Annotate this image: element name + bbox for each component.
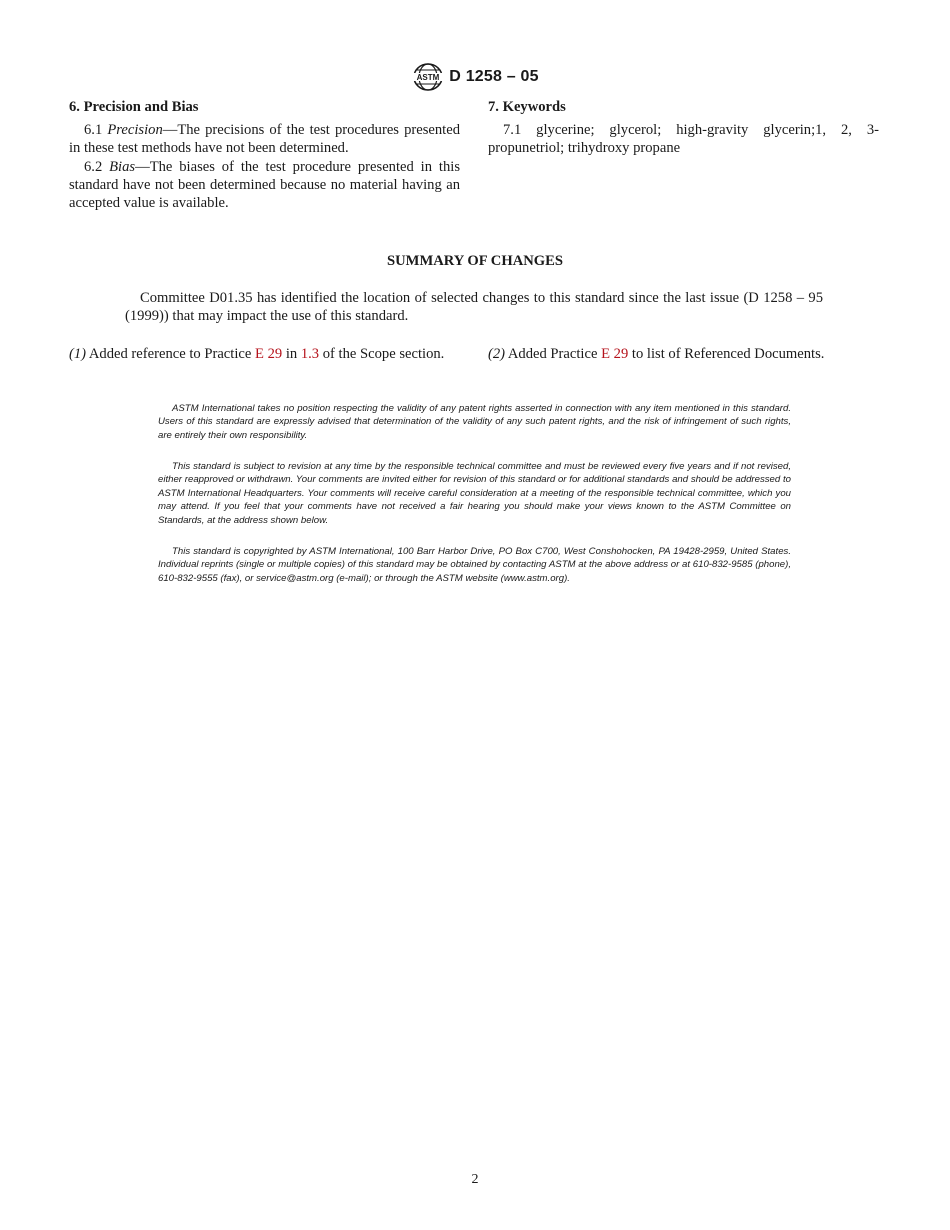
standard-designation: D 1258 – 05 — [449, 68, 539, 85]
paragraph-text: —The biases of the test procedure presented in this standard have not been determined because no material having an accepted value is available. — [69, 158, 460, 212]
change-item-2 — [488, 345, 879, 363]
paragraph-text: glycerine; glycerol; high-gravity glycerin;1, 2, 3-propunetriol; trihydroxy propane — [488, 122, 879, 157]
paragraph-6-1 — [69, 121, 460, 157]
link-practice-e29[interactable]: E 29 — [255, 346, 283, 362]
change-text: Added Practice — [507, 346, 598, 362]
fineprint-revision-notice: This standard is subject to revision at any time by the responsible technical committee and must be reviewed every five years and if not revised, either reapproved or withdrawn. Your comments are invited either for revision of this standard or for additional standards and should be addressed to ASTM International Headquarters. Your comments will receive careful consideration at a meeting of the responsible technical committee, which you may attend. If you feel that your comments have not received a fair hearing you should make your views known to the ASTM Committee on Standards, at the address shown below. — [158, 461, 791, 526]
link-practice-e29[interactable]: E 29 — [601, 346, 629, 362]
svg-text:ASTM: ASTM — [416, 73, 440, 82]
section-keywords — [488, 98, 879, 158]
change-text: of the Scope section. — [322, 346, 445, 362]
paragraph-number: 6.1 — [84, 122, 103, 139]
section-title-precision-bias: 6. Precision and Bias — [69, 99, 199, 115]
change-number: (1) — [69, 346, 87, 362]
section-precision-bias — [69, 98, 460, 212]
change-text: in — [285, 346, 298, 362]
change-item-1 — [69, 345, 460, 363]
paragraph-term: Precision — [107, 122, 163, 139]
change-text: to list of Referenced Documents. — [631, 346, 825, 362]
link-section-1-3[interactable]: 1.3 — [300, 346, 320, 362]
fineprint-copyright-notice: This standard is copyrighted by ASTM International, 100 Barr Harbor Drive, PO Box C700, West Conshohocken, PA 19428-2959, United States. Individual reprints (single or multiple copies) of this standard may be obtained by contacting ASTM at the above address or at 610-832-9585 (phone), 610-832-9555 (fax), or service@astm.org (e-mail); or through the ASTM website (www.astm.org). — [158, 546, 791, 584]
paragraph-6-2 — [69, 158, 460, 213]
fineprint-patent-notice: ASTM International takes no position respecting the validity of any patent rights asserted in connection with any item mentioned in this standard. Users of this standard are expressly advised that determination of the validity of any such patent rights, and the risk of infringement of such rights, are entirely their own responsibility. — [158, 403, 791, 441]
paragraph-number: 7.1 — [503, 122, 522, 139]
page-header — [0, 62, 950, 97]
paragraph-7-1 — [488, 121, 879, 157]
change-text: Added reference to Practice — [88, 346, 252, 362]
paragraph-text: —The precisions of the test procedures presented in these test methods have not been determined. — [69, 122, 460, 157]
page-number: 2 — [471, 1172, 479, 1187]
astm-logo-icon — [411, 62, 445, 92]
summary-title: SUMMARY OF CHANGES — [387, 253, 563, 269]
paragraph-number: 6.2 — [84, 158, 103, 175]
paragraph-term: Bias — [109, 158, 136, 175]
change-number: (2) — [488, 346, 506, 362]
summary-intro: Committee D01.35 has identified the location of selected changes to this standard since the last issue (D 1258 – 95 (1999)) that may impact the use of this standard. — [125, 290, 823, 325]
section-title-keywords: 7. Keywords — [488, 99, 566, 115]
